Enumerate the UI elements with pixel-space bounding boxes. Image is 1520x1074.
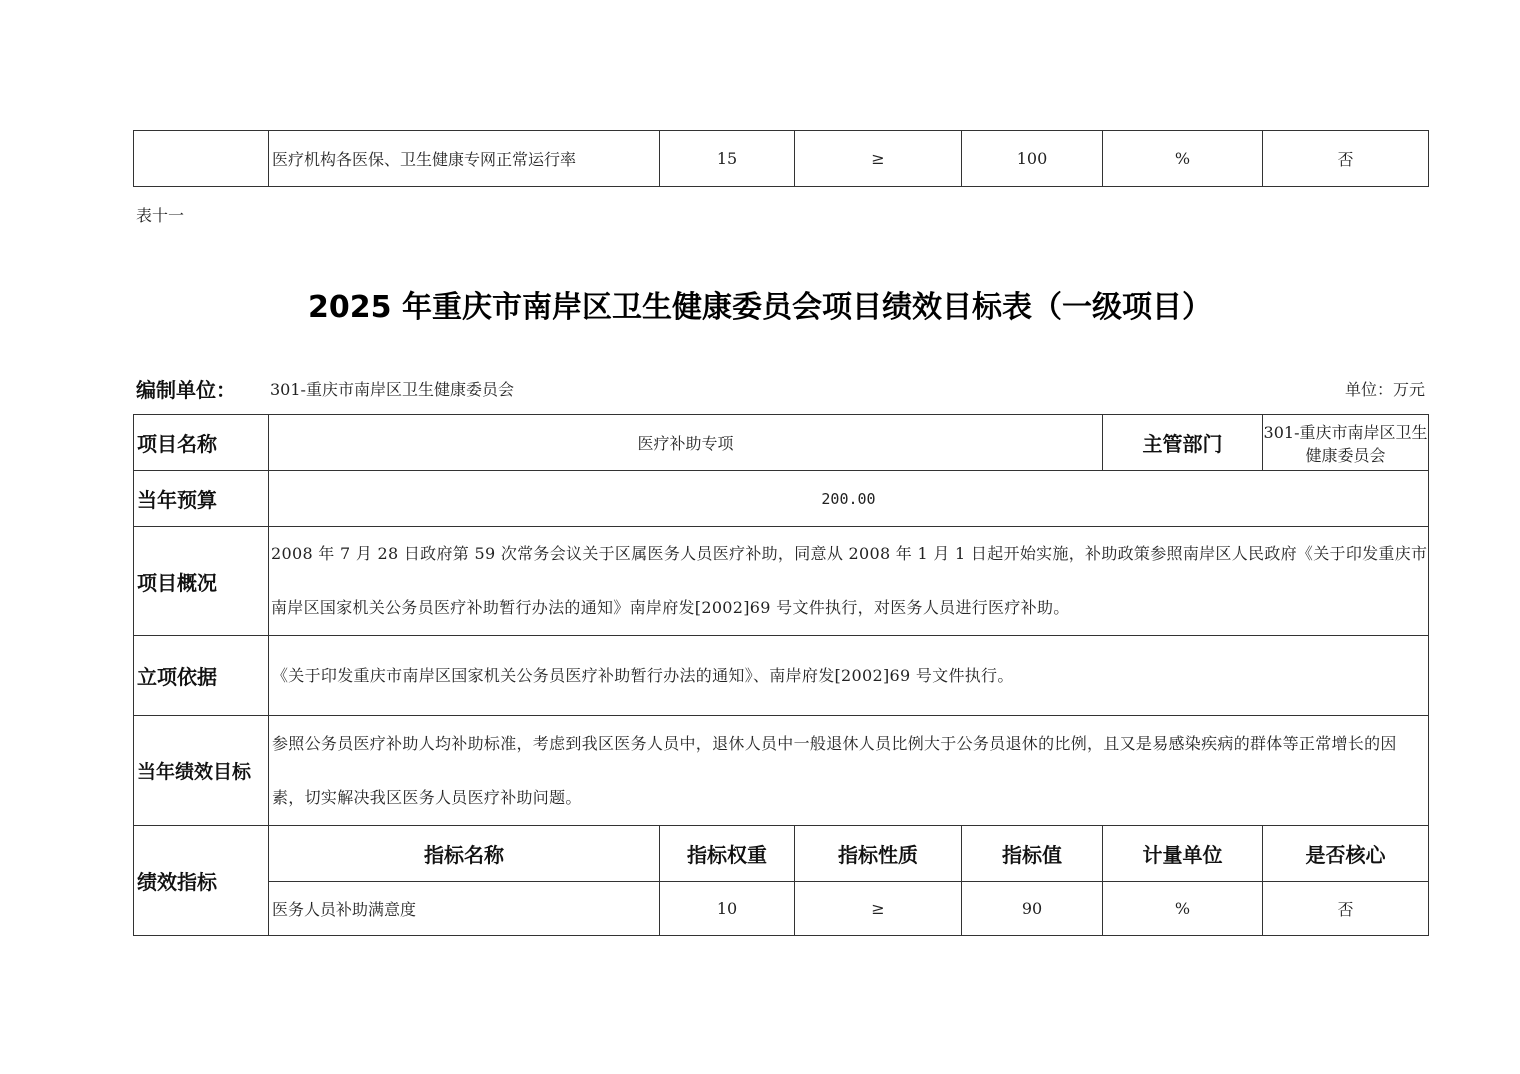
indicator-weight-cell: 15 (660, 131, 795, 187)
document-title: 2025 年重庆市南岸区卫生健康委员会项目绩效目标表（一级项目） (308, 290, 1212, 325)
header-core: 是否核心 (1263, 826, 1429, 882)
header-unit: 计量单位 (1103, 826, 1263, 882)
header-value: 指标值 (962, 826, 1103, 882)
previous-table-row (133, 130, 1429, 187)
project-name-label: 项目名称 (134, 415, 269, 471)
org-value: 301-重庆市南岸区卫生健康委员会 (270, 380, 514, 399)
table-number: 表十一 (136, 206, 185, 225)
dept-value: 301-重庆市南岸区卫生健康委员会 (1263, 415, 1429, 471)
indicator-value-cell: 100 (962, 131, 1103, 187)
indicator-nature-cell: ≥ (795, 131, 962, 187)
empty-cell (134, 131, 269, 187)
indicator-name-cell: 医疗机构各医保、卫生健康专网正常运行率 (269, 131, 660, 187)
indicator-name-cell: 医务人员补助满意度 (269, 882, 660, 936)
indicator-core-cell: 否 (1263, 131, 1429, 187)
budget-label: 当年预算 (134, 471, 269, 527)
unit-note: 单位：万元 (1344, 380, 1425, 399)
header-indicator-name: 指标名称 (269, 826, 660, 882)
goal-label: 当年绩效目标 (134, 716, 269, 826)
header-nature: 指标性质 (795, 826, 962, 882)
org-label: 编制单位： (136, 378, 236, 402)
indicator-unit-cell: % (1103, 131, 1263, 187)
indicator-core-cell: 否 (1263, 882, 1429, 936)
basis-label: 立项依据 (134, 636, 269, 716)
indicator-value-cell: 90 (962, 882, 1103, 936)
dept-label: 主管部门 (1103, 415, 1263, 471)
indicator-weight-cell: 10 (660, 882, 795, 936)
indicator-unit-cell: % (1103, 882, 1263, 936)
indicators-label: 绩效指标 (134, 826, 269, 936)
basis-text: 《关于印发重庆市南岸区国家机关公务员医疗补助暂行办法的通知》、南岸府发[2002]69 号文件执行。 (269, 636, 1429, 716)
table-row (134, 882, 1429, 936)
header-weight: 指标权重 (660, 826, 795, 882)
project-name-value: 医疗补助专项 (269, 415, 1103, 471)
goal-text: 参照公务员医疗补助人均补助标准，考虑到我区医务人员中，退休人员中一般退休人员比例大于公务员退休的比例，且又是易感染疾病的群体等正常增长的因素，切实解决我区医务人员医疗补助问题。 (269, 716, 1429, 826)
indicator-nature-cell: ≥ (795, 882, 962, 936)
overview-label: 项目概况 (134, 527, 269, 636)
overview-text: 2008 年 7 月 28 日政府第 59 次常务会议关于区属医务人员医疗补助，同意从 2008 年 1 月 1 日起开始实施，补助政策参照南岸区人民政府《关于印发重庆市南岸区国家机关公务员医疗补助暂行办法的通知》南岸府发[2002]69 号文件执行，对医务人员进行医疗补助。 (269, 527, 1429, 636)
performance-table (133, 414, 1429, 936)
budget-value: 200.00 (269, 471, 1429, 527)
